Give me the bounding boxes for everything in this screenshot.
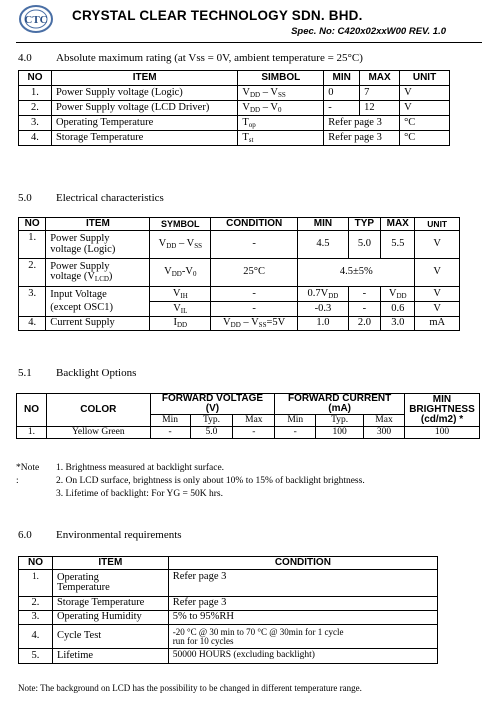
cell-item: Cycle Test [52,625,168,649]
cell-no: 5. [19,649,53,664]
cell-item: Current Supply [46,317,150,331]
cell-symbol: $I_{DD}$ [150,317,211,331]
footer-note: Note: The background on LCD has the possibility to be changed in different temperature range. [18,683,362,693]
cell-typ: - [348,302,380,317]
cell-symbol: $V_{DD} - V_{SS}$ [150,231,211,259]
col-header: CONDITION [168,557,437,570]
cell-item: Lifetime [52,649,168,664]
sub-header: Max [364,415,405,427]
backlight-table [16,393,480,439]
cell-symbol: $V_{IL}$ [150,302,211,317]
cell-min: 4.5 [298,231,349,259]
cell-symbol: $V_{IH}$ [150,287,211,302]
cell-unit: V [415,231,460,259]
cell-typ: - [348,287,380,302]
cell-no: 2. [19,101,52,116]
cell-max: 3.0 [381,317,415,331]
section-title: Environmental requirements [56,529,182,541]
table-row [19,259,460,287]
section-title: Electrical characteristics [56,192,164,204]
cell-typ: 5.0 [348,231,380,259]
col-header: MIN BRIGHTNESS (cd/m2) * [404,394,479,427]
cell-no: 4. [19,131,52,146]
cell-item: Operating Humidity [52,611,168,625]
col-header: FORWARD VOLTAGE (V) [150,394,275,415]
cell-color: Yellow Green [46,427,150,439]
col-header: TYP [348,218,380,231]
cell-condition: 50000 HOURS (excluding backlight) [168,649,437,664]
cell-condition: 25°C [211,259,298,287]
cell-condition: - [211,287,298,302]
table-row [19,597,438,611]
table-row [19,649,438,664]
cell-item: Operating Temperature [51,116,237,131]
cell-typ: 2.0 [348,317,380,331]
col-header: ITEM [52,557,168,570]
cell-no: 2. [19,259,46,287]
cell-symbol: $V_{DD} - V_0$ [238,101,324,116]
col-header: NO [17,394,47,427]
cell-item: Operating Temperature [52,570,168,597]
cell-unit: V [400,101,450,116]
cell-no: 1. [19,86,52,101]
section-number: 6.0 [18,529,32,541]
col-header: SIMBOL [238,71,324,86]
cell-symbol: $V_{DD}-V_0$ [150,259,211,287]
cell-unit: °C [400,131,450,146]
cell-no: 1. [17,427,47,439]
col-header: COLOR [46,394,150,427]
cell-item: Power Supply voltage (Logic) [51,86,237,101]
col-header: UNIT [400,71,450,86]
table-row [19,131,450,146]
table-header-row [19,557,438,570]
table-row [17,427,480,439]
cell-no: 1. [19,570,53,597]
cell-max: 5.5 [381,231,415,259]
col-header: NO [19,71,52,86]
col-header: CONDITION [211,218,298,231]
cell-value: - [275,427,316,439]
header-rule [16,42,482,43]
note-item: 2. On LCD surface, brightness is only about 10% to 15% of backlight brightness. [56,476,365,486]
cell-no: 3. [19,116,52,131]
table-row [19,116,450,131]
cell-min: - [324,101,360,116]
cell-item: Power Supply voltage $(V_{LCD})$ [46,259,150,287]
table-header-row [19,71,450,86]
cell-item: Power Supply voltage (LCD Driver) [51,101,237,116]
table-header-row [17,394,480,415]
cell-unit: V [400,86,450,101]
sub-header: Typ. [190,415,233,427]
cell-item: Storage Temperature [51,131,237,146]
col-header: NO [19,557,53,570]
cell-item: Storage Temperature [52,597,168,611]
col-header: MAX [381,218,415,231]
col-header: MIN [298,218,349,231]
cell-no: 4. [19,625,53,649]
cell-value: 100 [316,427,364,439]
cell-unit: mA [415,317,460,331]
cell-unit: °C [400,116,450,131]
cell-no: 1. [19,231,46,259]
cell-condition: - [211,302,298,317]
table-row [19,86,450,101]
table-row [19,570,438,597]
cell-minmax: Refer page 3 [324,131,400,146]
company-logo [18,4,54,34]
cell-min: $0.7V_{DD}$ [298,287,349,302]
col-header: UNIT [415,218,460,231]
table-header-row [19,218,460,231]
note-label: *Note : [16,463,40,486]
col-header: ITEM [51,71,237,86]
note-item: 1. Brightness measured at backlight surface. [56,463,225,473]
cell-item: Input Voltage (except OSC1) [46,287,150,317]
cell-item: Power Supply voltage (Logic) [46,231,150,259]
cell-max: 7 [360,86,400,101]
note-item: 3. Lifetime of backlight: For YG = 50K hrs. [56,489,224,499]
cell-condition: -20 °C @ 30 min to 70 °C @ 30min for 1 cycle run for 10 cycles [168,625,437,649]
cell-no: 3. [19,611,53,625]
cell-range: 4.5±5% [298,259,415,287]
section-title: Backlight Options [56,367,137,379]
cell-max: $V_{DD}$ [381,287,415,302]
table-row [19,611,438,625]
col-header: MIN [324,71,360,86]
cell-no: 3. [19,287,46,317]
cell-unit: V [415,287,460,302]
cell-value: 300 [364,427,405,439]
cell-unit: V [415,302,460,317]
cell-value: - [150,427,190,439]
company-name: CRYSTAL CLEAR TECHNOLOGY SDN. BHD. [72,8,363,23]
sub-header: Min [150,415,190,427]
col-header: SYMBOL [150,218,211,231]
cell-symbol: $T_{op}$ [238,116,324,131]
cell-value: - [233,427,275,439]
sub-header: Min [275,415,316,427]
section-number: 5.1 [18,367,32,379]
note-list [56,462,365,501]
col-header: ITEM [46,218,150,231]
cell-brightness: 100 [404,427,479,439]
cell-min: 1.0 [298,317,349,331]
table-row [19,101,450,116]
cell-condition: Refer page 3 [168,597,437,611]
cell-no: 4. [19,317,46,331]
section-number: 4.0 [18,52,32,64]
cell-max: 0.6 [381,302,415,317]
cell-condition: 5% to 95%RH [168,611,437,625]
electrical-table [18,217,460,331]
cell-condition: Refer page 3 [168,570,437,597]
cell-no: 2. [19,597,53,611]
svg-text:CTC: CTC [24,14,48,26]
col-header: FORWARD CURRENT (mA) [275,394,405,415]
cell-symbol: $V_{DD} - V_{SS}$ [238,86,324,101]
table-row [19,231,460,259]
cell-value: 5.0 [190,427,233,439]
cell-symbol: $T_{st}$ [238,131,324,146]
page-header [0,0,498,44]
cell-unit: V [415,259,460,287]
table-row [19,625,438,649]
cell-minmax: Refer page 3 [324,116,400,131]
environment-table [18,556,438,664]
cell-condition: $V_{DD} - V_{SS}=5V$ [211,317,298,331]
section-title: Absolute maximum rating (at Vss = 0V, ambient temperature = 25°C) [56,52,363,64]
sub-header: Max [233,415,275,427]
col-header: MAX [360,71,400,86]
table-row [19,317,460,331]
cell-max: 12 [360,101,400,116]
col-header: NO [19,218,46,231]
sub-header: Typ. [316,415,364,427]
section-number: 5.0 [18,192,32,204]
table-row [19,287,460,302]
abs-max-table [18,70,450,146]
spec-number: Spec. No: C420x02xxW00 REV. 1.0 [291,26,446,37]
cell-min: 0 [324,86,360,101]
cell-min: -0.3 [298,302,349,317]
cell-condition: - [211,231,298,259]
